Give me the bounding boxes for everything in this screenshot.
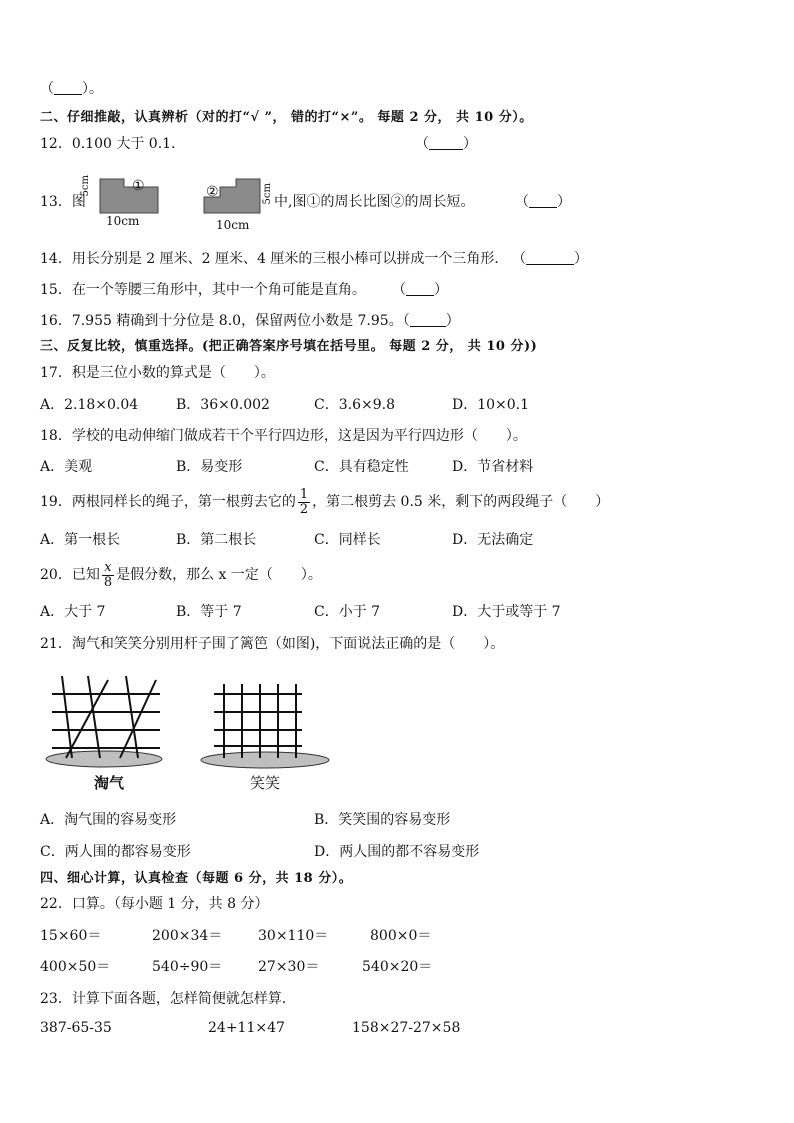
- fig2-bottom-label: 10cm: [216, 218, 250, 232]
- question-18: 18．学校的电动伸缩门做成若干个平行四边形，这是因为平行四边形（ ）。: [40, 428, 527, 444]
- question-19: 19．两根同样长的绳子，第一根剪去它的 $\frac{1}{2}$ ，第二根剪去 0.5 米，剩下的两段绳子（ ）: [40, 486, 610, 517]
- q12-answer: （ ）: [415, 136, 477, 152]
- question-13-text: 中,图①的周长比图②的周长短。: [274, 194, 475, 210]
- q22-item: 200×34＝: [152, 928, 223, 944]
- q17-option-c[interactable]: C．3.6×9.8: [314, 397, 395, 413]
- question-20: 20．已知 $\frac{x}{8}$ 是假分数，那么 x 一定（ ）。: [40, 559, 322, 590]
- fig2-side-label: 5cm: [262, 183, 273, 205]
- q14-answer: （ ）: [512, 251, 588, 267]
- question-15: 15．在一个等腰三角形中，其中一个角可能是直角。: [40, 282, 366, 298]
- fence-taoqi-figure: [44, 672, 174, 772]
- q20-option-b[interactable]: B．等于 7: [176, 604, 242, 620]
- q18-option-b[interactable]: B．易变形: [176, 459, 243, 475]
- q23-item: 387-65-35: [40, 1020, 112, 1036]
- question-23: 23．计算下面各题，怎样简便就怎样算．: [40, 991, 296, 1007]
- q21-option-d[interactable]: D．两人围的都不容易变形: [314, 844, 480, 860]
- q20-option-c[interactable]: C．小于 7: [314, 604, 381, 620]
- question-16: 16．7.955 精确到十分位是 8.0，保留两位小数是 7.95。（ ）: [40, 313, 460, 329]
- q22-item: 540×20＝: [362, 959, 433, 975]
- question-21: 21．淘气和笑笑分别用杆子围了篱笆（如图)，下面说法正确的是（ ）。: [40, 636, 505, 652]
- section-4-title: 四、细心计算，认真检查（每题 6 分，共 18 分）。: [40, 871, 353, 886]
- q23-item: 24+11×47: [208, 1020, 285, 1036]
- answer-blank[interactable]: [54, 80, 82, 95]
- q18-option-c[interactable]: C．具有稳定性: [314, 459, 409, 475]
- section-3-title: 三、反复比较，慎重选择。(把正确答案序号填在括号里。 每题 2 分， 共 10 分)): [40, 339, 538, 354]
- answer-blank[interactable]: [429, 135, 463, 150]
- fraction-one-half: $\frac{1}{2}$: [299, 486, 309, 517]
- question-12: 12．0.100 大于 0.1．: [40, 136, 186, 152]
- fig2-mark: ②: [206, 184, 219, 200]
- prev-answer-line: （ ）。: [40, 81, 103, 97]
- q15-answer: （ ）: [392, 282, 448, 298]
- q17-option-d[interactable]: D．10×0.1: [452, 397, 530, 413]
- fence-taoqi-label: 淘气: [94, 774, 125, 792]
- q13-answer: （ ）: [515, 194, 571, 210]
- fence-xiaoxiao-label: 笑笑: [250, 774, 281, 792]
- fig1-mark: ①: [132, 178, 145, 194]
- q22-item: 30×110＝: [258, 928, 329, 944]
- fence-xiaoxiao-figure: [198, 678, 332, 772]
- q19-option-c[interactable]: C．同样长: [314, 532, 381, 548]
- answer-blank[interactable]: [410, 312, 446, 327]
- q17-option-a[interactable]: A．2.18×0.04: [40, 397, 139, 413]
- q22-item: 800×0＝: [370, 928, 432, 944]
- q21-option-c[interactable]: C．两人围的都容易变形: [40, 844, 191, 860]
- q22-item: 540÷90＝: [152, 959, 223, 975]
- q20-option-d[interactable]: D．大于或等于 7: [452, 604, 561, 620]
- q19-option-b[interactable]: B．第二根长: [176, 532, 257, 548]
- question-17: 17．积是三位小数的算式是（ ）。: [40, 365, 275, 381]
- q22-item: 27×30＝: [258, 959, 320, 975]
- fig1-bottom-label: 10cm: [106, 214, 140, 228]
- fraction-x-over-8: $\frac{x}{8}$: [103, 559, 113, 590]
- section-2-title: 二、仔细推敲，认真辨析（对的打“√ ”， 错的打“×”。 每题 2 分， 共 10 分）。: [40, 110, 533, 125]
- answer-blank[interactable]: [526, 250, 574, 265]
- q21-option-a[interactable]: A．淘气围的容易变形: [40, 812, 177, 828]
- q20-option-a[interactable]: A．大于 7: [40, 604, 106, 620]
- q18-option-d[interactable]: D．节省材料: [452, 459, 534, 475]
- question-13: 13．图: [40, 194, 86, 210]
- answer-blank[interactable]: [529, 193, 557, 208]
- q22-item: 400×50＝: [40, 959, 111, 975]
- q22-item: 15×60＝: [40, 928, 102, 944]
- q18-option-a[interactable]: A．美观: [40, 459, 93, 475]
- q23-item: 158×27-27×58: [352, 1020, 461, 1036]
- q19-option-d[interactable]: D．无法确定: [452, 532, 534, 548]
- fig1-side-label: 5cm: [80, 175, 91, 197]
- question-14: 14．用长分别是 2 厘米、2 厘米、4 厘米的三根小棒可以拼成一个三角形．: [40, 251, 509, 267]
- q19-option-a[interactable]: A．第一根长: [40, 532, 121, 548]
- question-22: 22．口算。（每小题 1 分，共 8 分）: [40, 896, 269, 912]
- q17-option-b[interactable]: B．36×0.002: [176, 397, 270, 413]
- q21-option-b[interactable]: B．笑笑围的容易变形: [314, 812, 451, 828]
- answer-blank[interactable]: [406, 281, 434, 296]
